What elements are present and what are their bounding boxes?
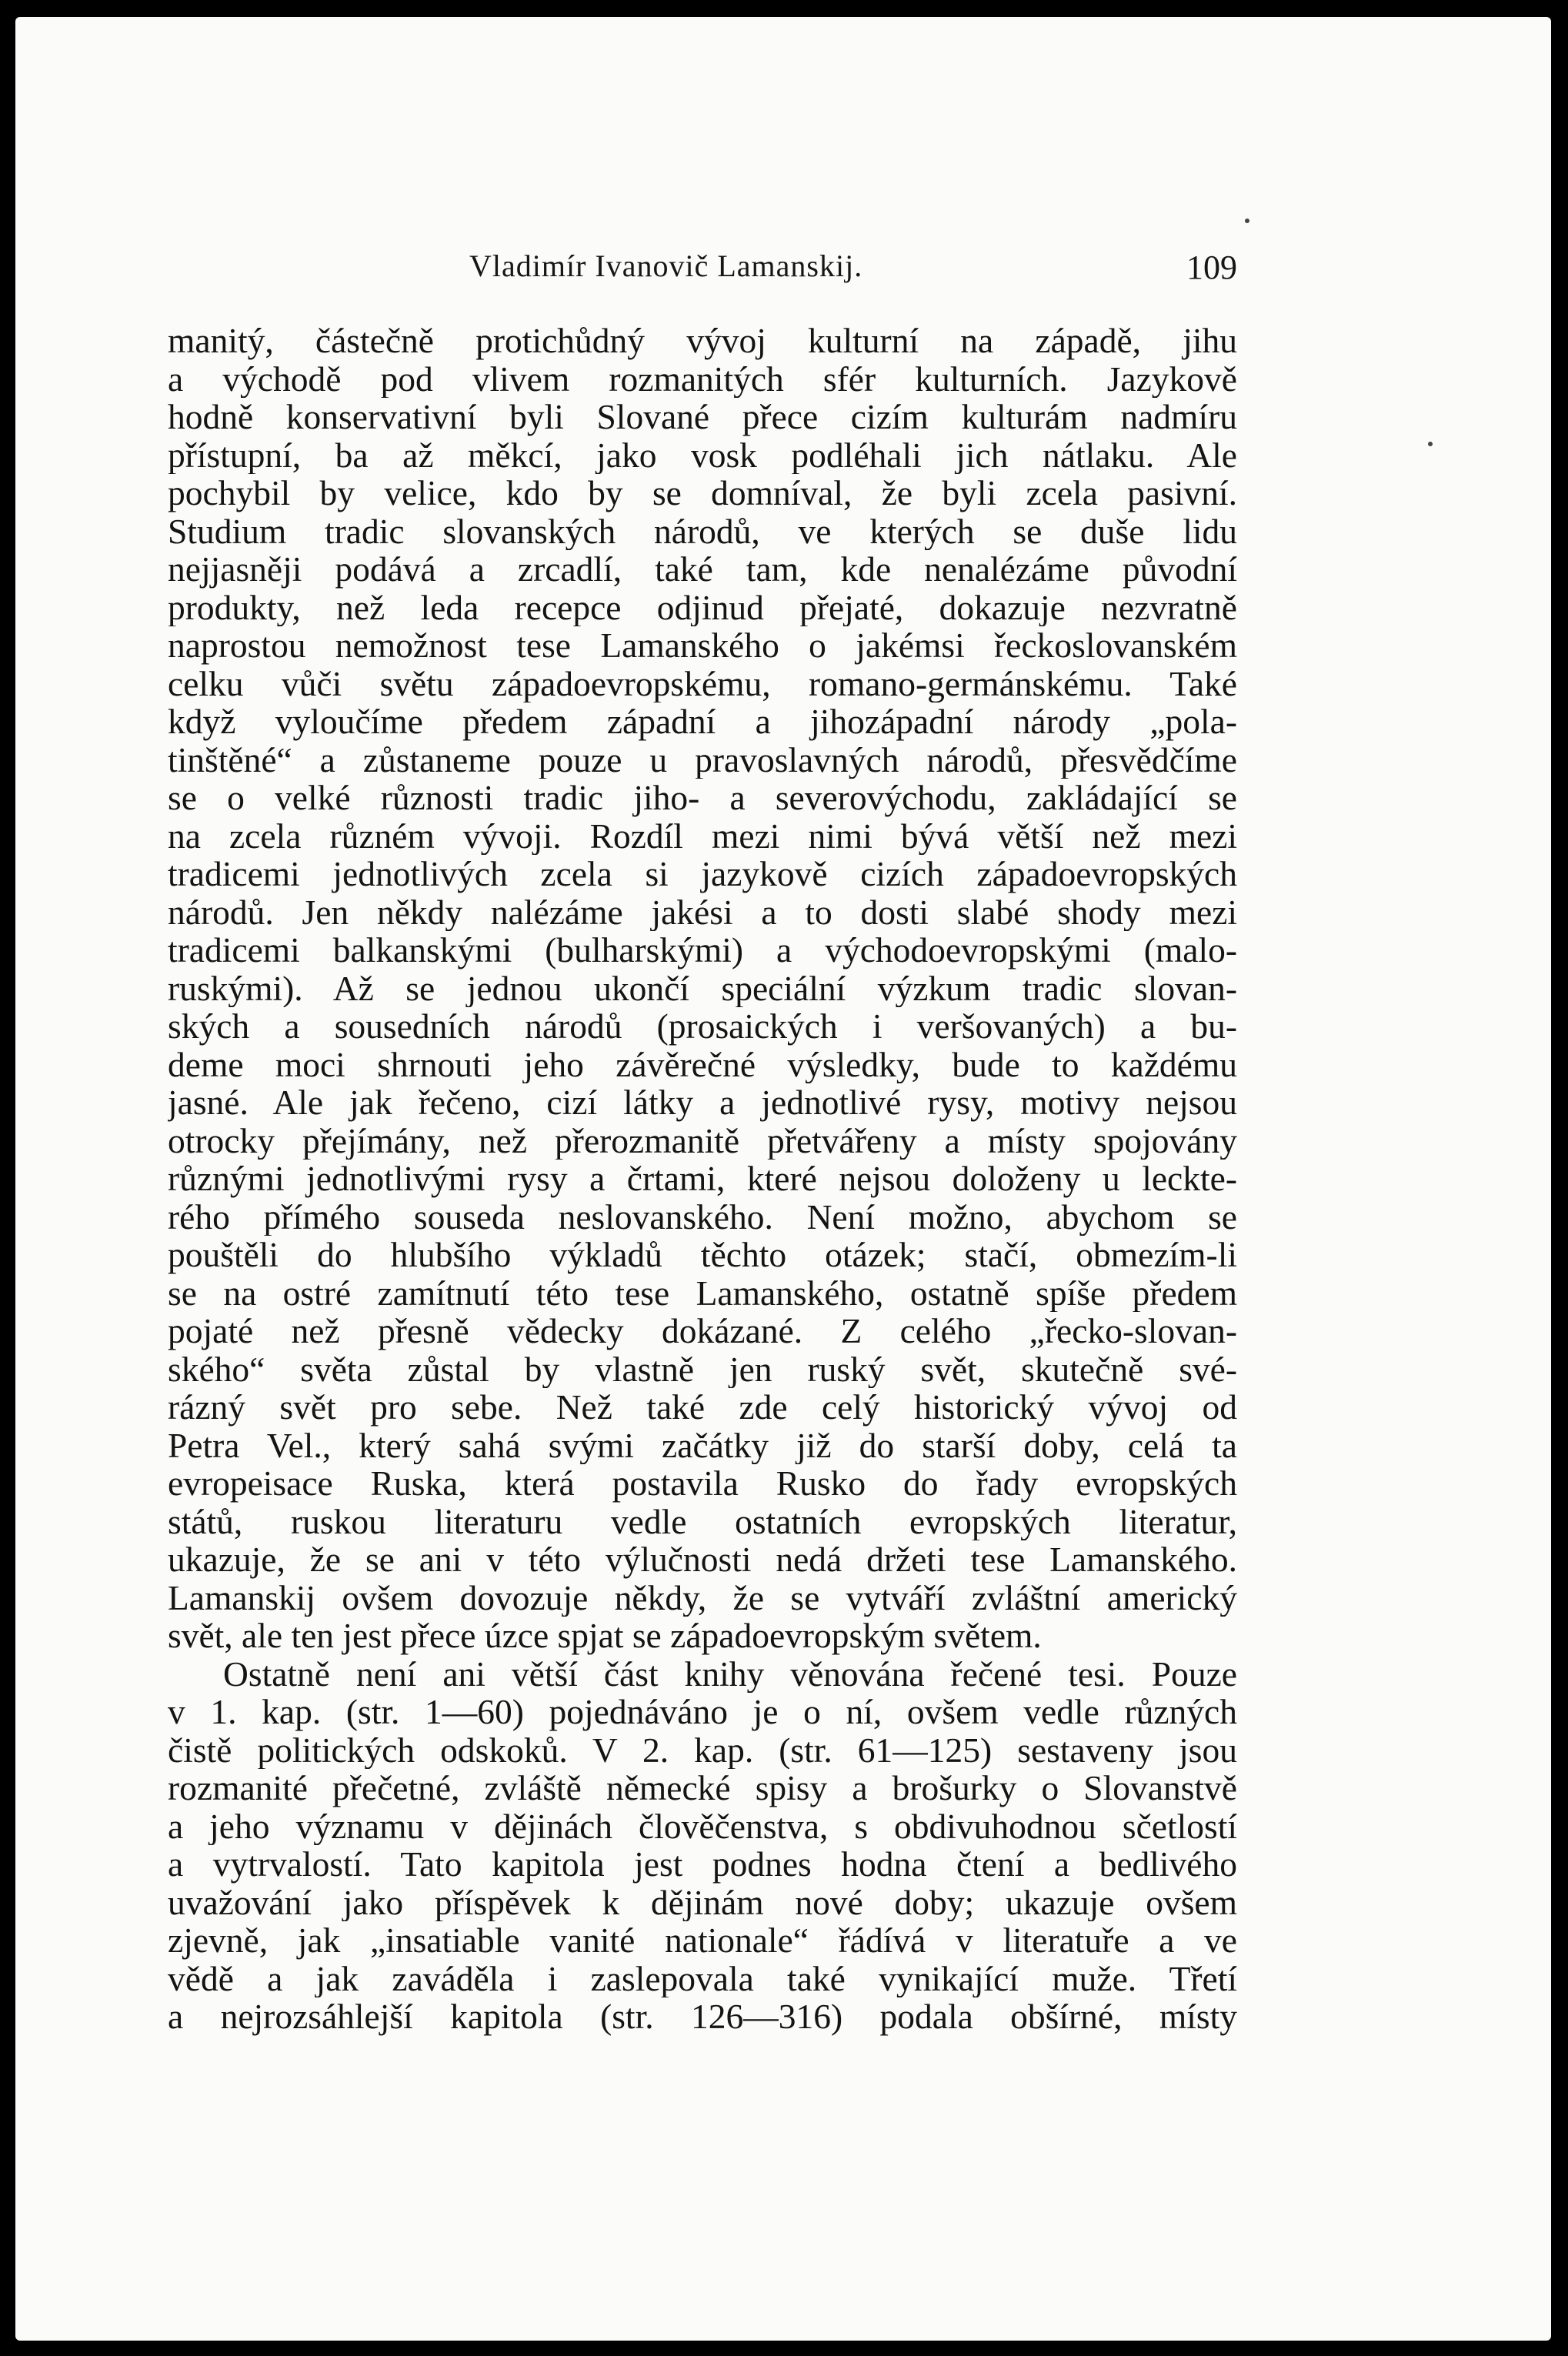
text-line: pojaté než přesně vědecky dokázané. Z celého „řecko-slovan- bbox=[168, 1312, 1237, 1350]
text-line: hodně konservativní byli Slované přece cizím kulturám nadmíru bbox=[168, 398, 1237, 436]
text-line: naprostou nemožnost tese Lamanského o jakémsi řeckoslovanském bbox=[168, 626, 1237, 665]
text-line: a jeho významu v dějinách člověčenstva, s obdivuhodnou sčetlostí bbox=[168, 1807, 1237, 1845]
text-line: přístupní, ba až měkcí, jako vosk podléhali jich nátlaku. Ale bbox=[168, 435, 1237, 474]
text-line: na zcela různém vývoji. Rozdíl mezi nimi bývá větší než mezi bbox=[168, 816, 1237, 855]
text-line: celku vůči světu západoevropskému, romano-germánskému. Také bbox=[168, 664, 1237, 702]
text-line-paragraph-end: svět, ale ten jest přece úzce spjat se západoevropským světem. bbox=[168, 1617, 1042, 1655]
text-line: národů. Jen někdy nalézáme jakési a to dosti slabé shody mezi bbox=[168, 893, 1237, 931]
text-line: Petra Vel., který sahá svými začátky již do starší doby, celá ta bbox=[168, 1426, 1237, 1464]
text-line: rozmanité přečetné, zvláště německé spisy a brošurky o Slovanstvě bbox=[168, 1769, 1237, 1807]
text-line: manitý, částečně protichůdný vývoj kulturní na západě, jihu bbox=[168, 322, 1237, 360]
text-line: různými jednotlivými rysy a črtami, které nejsou doloženy u leckte- bbox=[168, 1160, 1237, 1198]
text-line: rázný svět pro sebe. Než také zde celý historický vývoj od bbox=[168, 1388, 1237, 1427]
text-line: jasné. Ale jak řečeno, cizí látky a jednotlivé rysy, motivy nejsou bbox=[168, 1083, 1237, 1122]
running-title: Vladimír Ivanovič Lamanskij. bbox=[469, 249, 863, 283]
text-line: a východě pod vlivem rozmanitých sfér kulturních. Jazykově bbox=[168, 359, 1237, 398]
page-header bbox=[168, 240, 1237, 302]
text-line: rého přímého souseda neslovanského. Není možno, abychom se bbox=[168, 1197, 1237, 1236]
text-line: zjevně, jak „insatiable vanité nationale“ řádívá v literatuře a ve bbox=[168, 1921, 1237, 1960]
text-line: nejjasněji podává a zrcadlí, také tam, kde nenalézáme původní bbox=[168, 550, 1237, 589]
text-line: pouštěli do hlubšího výkladů těchto otázek; stačí, obmezím-li bbox=[168, 1236, 1237, 1274]
page-number: 109 bbox=[1186, 249, 1237, 286]
text-line: čistě politických odskoků. V 2. kap. (str. 61—125) sestaveny jsou bbox=[168, 1730, 1237, 1769]
text-line: tinštěné“ a zůstaneme pouze u pravoslavných národů, přesvědčíme bbox=[168, 740, 1237, 779]
text-line: ských a sousedních národů (prosaických i veršovaných) a bu- bbox=[168, 1007, 1237, 1046]
text-line: uvažování jako příspěvek k dějinám nové doby; ukazuje ovšem bbox=[168, 1883, 1237, 1921]
text-line: když vyloučíme předem západní a jihozápadní národy „pola- bbox=[168, 702, 1237, 741]
text-line: pochybil by velice, kdo by se domníval, že byli zcela pasivní. bbox=[168, 474, 1237, 512]
text-line: deme moci shrnouti jeho závěrečné výsledky, bude to každému bbox=[168, 1045, 1237, 1083]
text-line: evropeisace Ruska, která postavila Rusko do řady evropských bbox=[168, 1464, 1237, 1503]
text-line: a vytrvalostí. Tato kapitola jest podnes hodna čtení a bedlivého bbox=[168, 1845, 1237, 1884]
text-line: produkty, než leda recepce odjinud přejaté, dokazuje nezvratně bbox=[168, 588, 1237, 626]
text-line: a nejrozsáhlejší kapitola (str. 126—316) podala obšírné, místy bbox=[168, 1997, 1237, 2036]
text-line: Lamanskij ovšem dovozuje někdy, že se vytváří zvláštní americký bbox=[168, 1578, 1237, 1617]
text-line: tradicemi balkanskými (bulharskými) a východoevropskými (malo- bbox=[168, 931, 1237, 969]
text-line: států, ruskou literaturu vedle ostatních evropských literatur, bbox=[168, 1502, 1237, 1540]
text-line: tradicemi jednotlivých zcela si jazykově cizích západoevropských bbox=[168, 855, 1237, 893]
text-line: v 1. kap. (str. 1—60) pojednáváno je o ní, ovšem vedle různých bbox=[168, 1693, 1237, 1731]
text-line: se na ostré zamítnutí této tese Lamanského, ostatně spíše předem bbox=[168, 1273, 1237, 1312]
text-line: vědě a jak zaváděla i zaslepovala také vynikající muže. Třetí bbox=[168, 1959, 1237, 1997]
speck-mark bbox=[1245, 219, 1249, 223]
text-line: se o velké různosti tradic jiho- a severovýchodu, zakládající se bbox=[168, 779, 1237, 817]
text-line: ského“ světa zůstal by vlastně jen ruský svět, skutečně své- bbox=[168, 1350, 1237, 1388]
speck-mark bbox=[1428, 442, 1433, 446]
text-line: otrocky přejímány, než přerozmanitě přetvářeny a místy spojovány bbox=[168, 1121, 1237, 1160]
text-line: Studium tradic slovanských národů, ve kterých se duše lidu bbox=[168, 512, 1237, 550]
body-text bbox=[168, 322, 1237, 2036]
text-line-paragraph-start: Ostatně není ani větší část knihy věnována řečené tesi. Pouze bbox=[223, 1654, 1237, 1693]
text-line: ruskými). Až se jednou ukončí speciální výzkum tradic slovan- bbox=[168, 969, 1237, 1007]
text-line: ukazuje, že se ani v této výlučnosti nedá držeti tese Lamanského. bbox=[168, 1540, 1237, 1579]
